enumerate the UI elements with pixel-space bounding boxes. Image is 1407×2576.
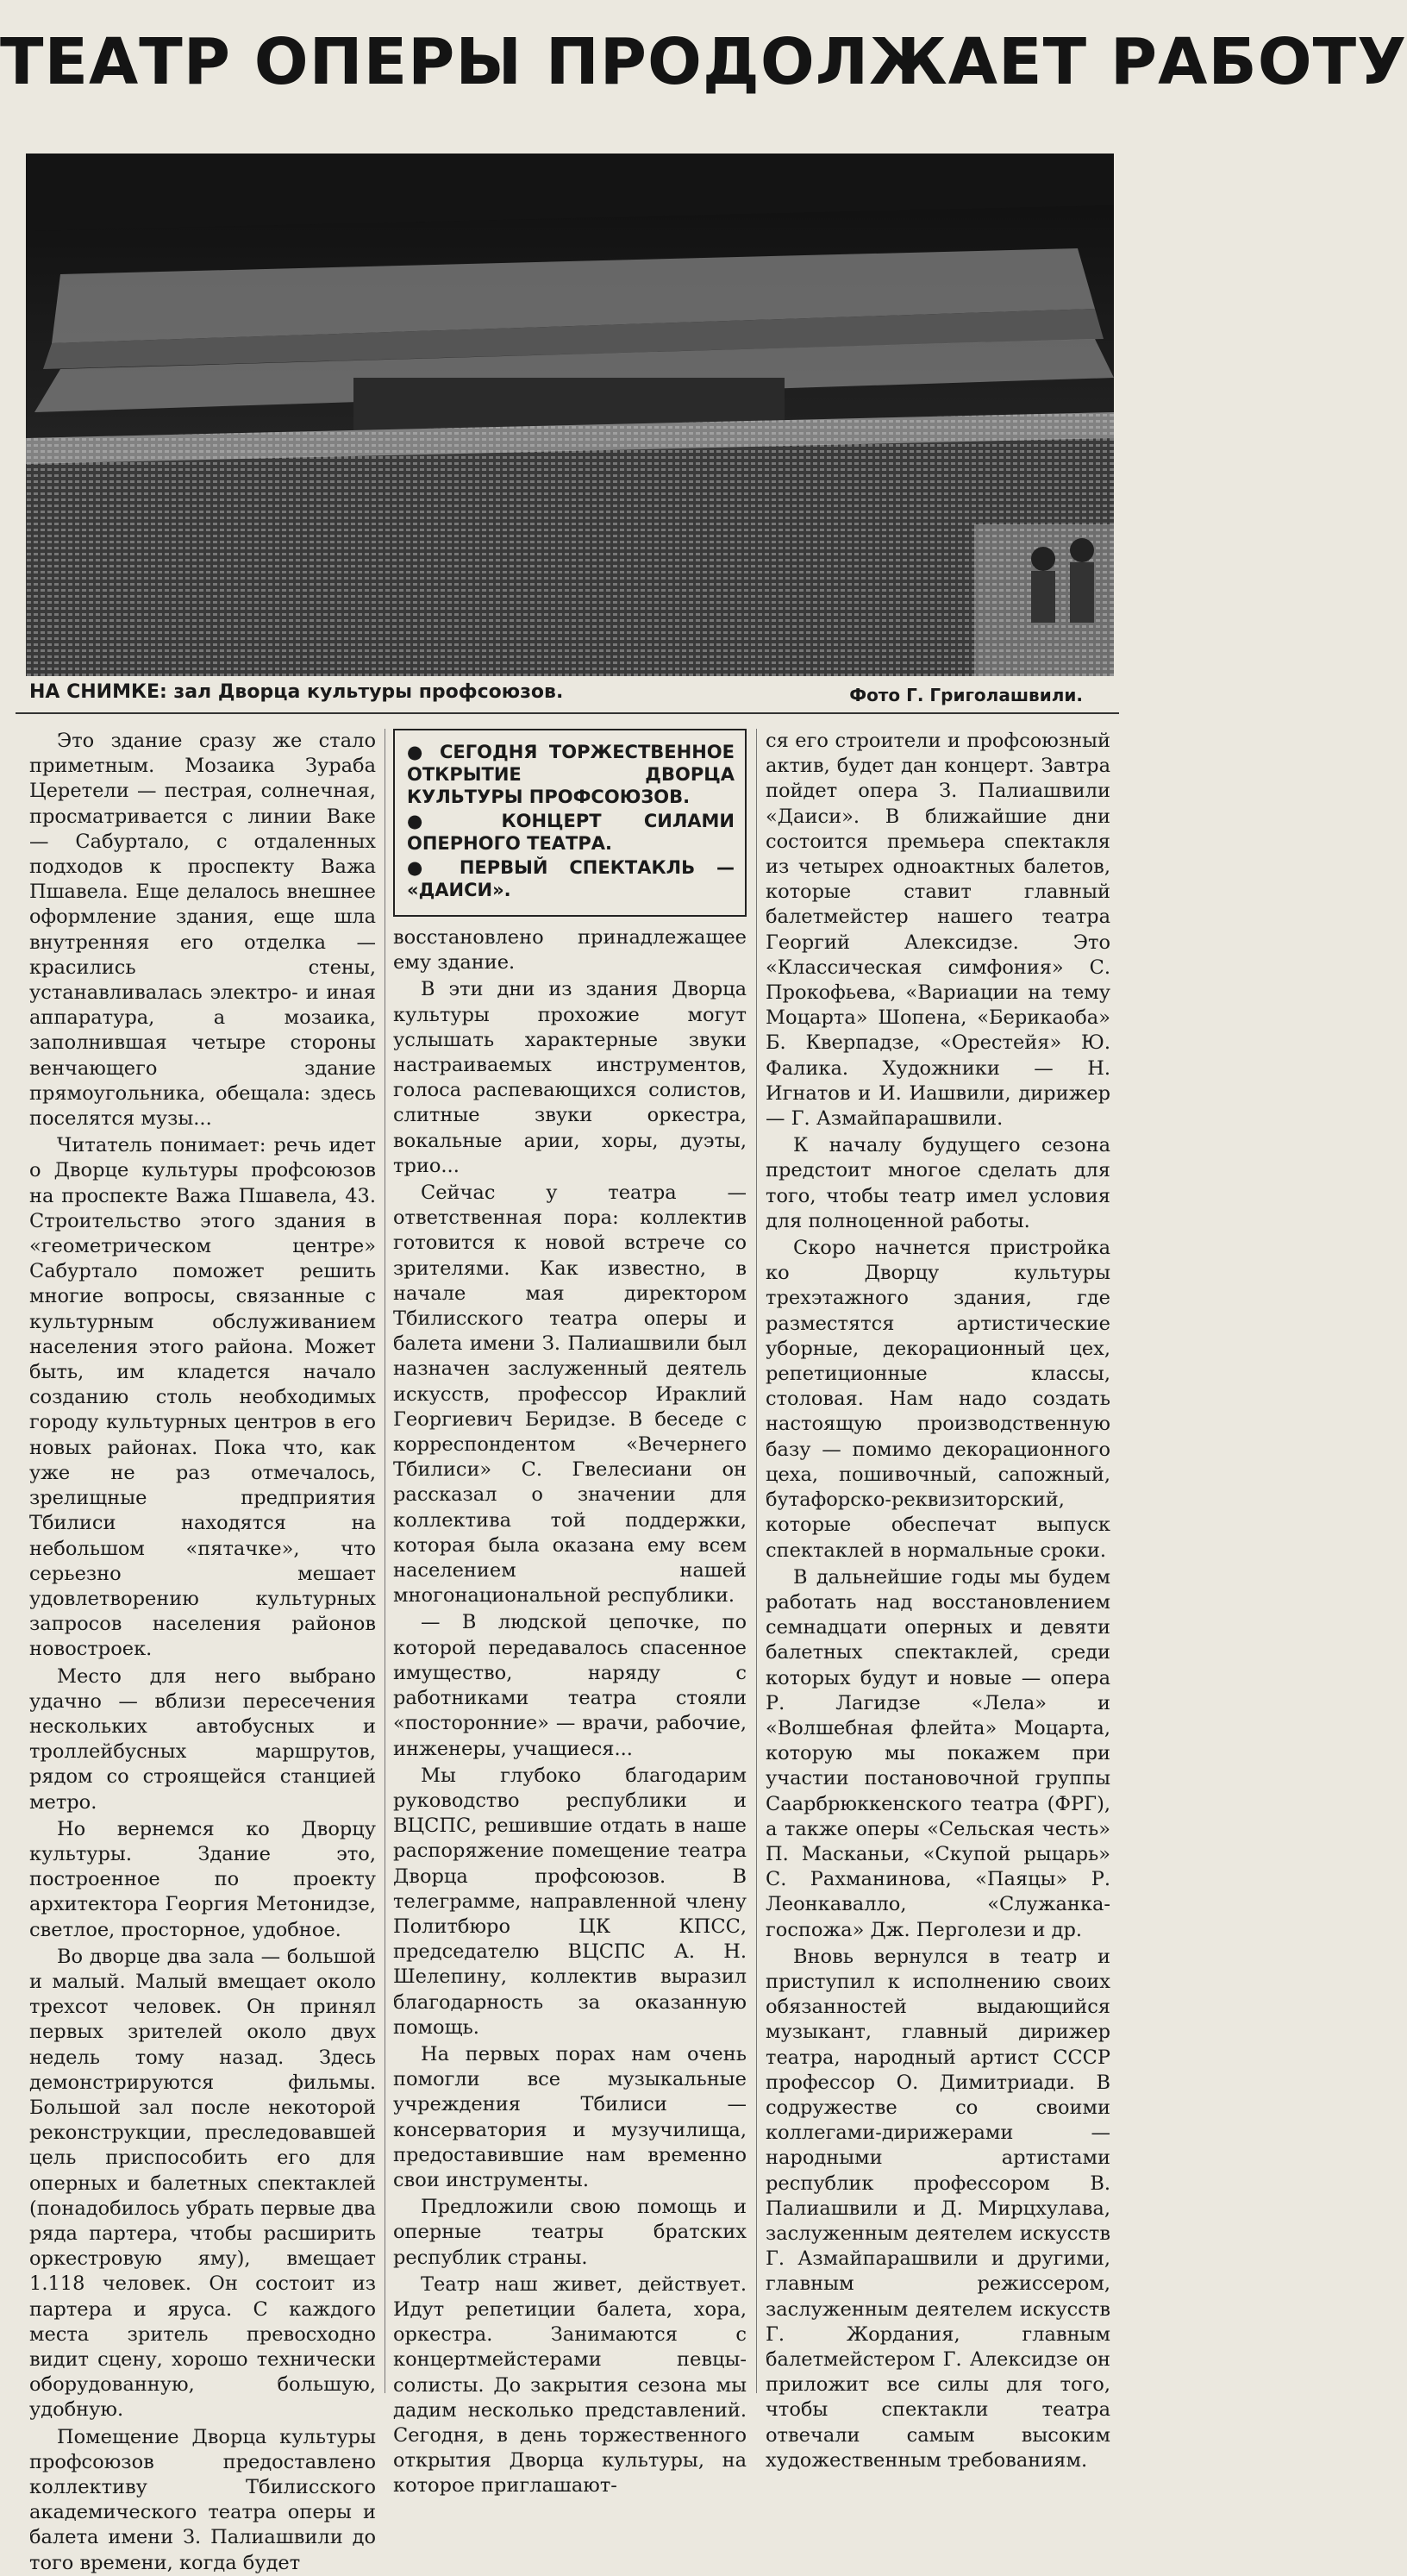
auditorium-photo (26, 154, 1114, 676)
paragraph: Это здание сразу же стало приметным. Мозаика Зураба Церетели — пестрая, солнечная, просматривается с линии Ваке — Сабуртало, с отдаленных подходов к проспекту Важа Пшавела. Еще делалось внешнее оформление здания, еще шла внутренняя его отделка — красились стены, устанавливалась электро- и иная аппаратура, а мозаика, заполнившая четыре стороны венчающего здание прямоугольника, обещала: здесь поселятся музы... (29, 730, 376, 1131)
article-column-1 (29, 729, 376, 2574)
photo-caption: НА СНИМКЕ: зал Дворца культуры профсоюзов. (29, 681, 564, 703)
highlight-item: ● СЕГОДНЯ ТОРЖЕСТВЕННОЕ ОТКРЫТИЕ ДВОРЦА КУЛЬТУРЫ ПРОФСОЮЗОВ. (407, 742, 735, 807)
article-column-3 (766, 729, 1110, 2472)
paragraph: восстановлено принадлежащее ему здание. (393, 926, 747, 975)
highlight-item: ● ПЕРВЫЙ СПЕКТАКЛЬ — «ДАИСИ». (407, 857, 735, 900)
paragraph: Помещение Дворца культуры профсоюзов предоставлено коллективу Тбилисского академического театра оперы и балета имени З. Палиашвили до того времени, когда будет (29, 2425, 376, 2574)
paragraph: Но вернемся ко Дворцу культуры. Здание это, построенное по проекту архитектора Георгия Метонидзе, светлое, просторное, удобное. (29, 1817, 376, 1941)
paragraph: — В людской цепочке, по которой передавалось спасенное имущество, наряду с работниками театра стояли «посторонние» — врачи, рабочие, инженеры, учащиеся... (393, 1611, 747, 1760)
paragraph: Мы глубоко благодарим руководство республики и ВЦСПС, решившие отдать в наше распоряжение помещение театра Дворца профсоюзов. В телеграмме, направленной члену Политбюро ЦК КПСС, председателю ВЦСПС А. Н. Шелепину, коллектив выразил благодарность за оказанную помощь. (393, 1764, 747, 2039)
article-column-2 (393, 729, 747, 2498)
auditorium-illustration (26, 154, 1114, 676)
paragraph: ся его строители и профсоюзный актив, будет дан концерт. Завтра пойдет опера З. Палиашвили «Даиси». В ближайшие дни состоится премьера спектакля из четырех одноактных балетов, которые ставит главный балетмейстер нашего театра Георгий Алексидзе. Это «Классическая симфония» С. Прокофьева, «Вариации на тему Моцарта» Шопена, «Берикаоба» Б. Кверпадзе, «Орестейя» Ю. Фалика. Художники — Н. Игнатов и И. Иашвили, дирижер — Г. Азмайпарашвили. (766, 730, 1110, 1131)
paragraph: Скоро начнется пристройка ко Дворцу культуры трехэтажного здания, где разместятся артистические уборные, декорационный цех, репетиционные классы, столовая. Нам надо создать настоящую производственную базу — помимо декорационного цеха, пошивочный, сапожный, бутафорско-реквизиторский, которые обеспечат выпуск спектаклей в нормальные сроки. (766, 1237, 1110, 1562)
paragraph: Театр наш живет, действует. Идут репетиции балета, хора, оркестра. Занимаются с концертмейстерами певцы-солисты. До закрытия сезона мы дадим несколько представлений. Сегодня, в день торжественного открытия Дворца культуры, на которое приглашают- (393, 2272, 747, 2498)
paragraph: К началу будущего сезона предстоит многое сделать для того, чтобы театр имел условия для полноценной работы. (766, 1134, 1110, 1232)
paragraph: Вновь вернулся в театр и приступил к исполнению своих обязанностей выдающийся музыкант, главный дирижер театра, народный артист СССР профессор О. Димитриади. В содружестве со своими коллегами-дирижерами — народными артистами республик профессором В. Палиашвили и Д. Мирцхулава, заслуженным деятелем искусств Г. Азмайпарашвили и другими, главным режиссером, заслуженным деятелем искусств Г. Жордания, главным балетмейстером Г. Алексидзе он приложит все силы для того, чтобы спектакли театра отвечали самым высоким художественным требованиям. (766, 1945, 1110, 2472)
paragraph: Сейчас у театра — ответственная пора: коллектив готовится к новой встрече со зрителями. Как известно, в начале мая директором Тбилисского театра оперы и балета имени З. Палиашвили был назначен заслуженный деятель искусств, профессор Ираклий Георгиевич Беридзе. В беседе с корреспондентом «Вечернего Тбилиси» С. Гвелесиани он рассказал о значении для коллектива той поддержки, которая была оказана ему всем населением нашей многонациональной республики. (393, 1181, 747, 1608)
column-divider (756, 729, 757, 2393)
paragraph: Место для него выбрано удачно — вблизи пересечения нескольких автобусных и троллейбусных маршрутов, рядом со строящейся станцией метро. (29, 1664, 376, 1814)
paragraph: Читатель понимает: речь идет о Дворце культуры профсоюзов на проспекте Важа Пшавела, 43. Строительство этого здания в «геометрическом центре» Сабуртало поможет решить многие вопросы, связанные с культурным обслуживанием населения этого района. Может быть, им кладется начало созданию столь необходимых городу культурных центров в его новых районах. Пока что, как уже не раз отмечалось, зрелищные предприятия Тбилиси находятся на небольшом «пятачке», что серьезно мешает удовлетворению культурных запросов населения районов новостроек. (29, 1134, 376, 1661)
caption-divider (16, 712, 1119, 714)
photo-credit: Фото Г. Григолашвили. (849, 685, 1083, 705)
paragraph: В эти дни из здания Дворца культуры прохожие могут услышать характерные звуки настраиваемых инструментов, голоса распевающихся солистов, слитные звуки оркестра, вокальные арии, хоры, дуэты, трио... (393, 978, 747, 1177)
paragraph: Предложили свою помощь и оперные театры братских республик страны. (393, 2196, 747, 2269)
highlight-item: ● КОНЦЕРТ СИЛАМИ ОПЕРНОГО ТЕАТРА. (407, 811, 735, 854)
paragraph: В дальнейшие годы мы будем работать над восстановлением семнадцати оперных и девяти балетных спектаклей, среди которых будут и новые — опера Р. Лагидзе «Лела» и «Волшебная флейта» Моцарта, которую мы покажем при участии постановочной группы Саарбрюккенского театра (ФРГ), а также оперы «Сельская честь» П. Масканьи, «Скупой рыцарь» С. Рахманинова, «Паяцы» Р. Леонкавалло, «Служанка-госпожа» Дж. Перголези и др. (766, 1565, 1110, 1941)
headline: ТЕАТР ОПЕРЫ ПРОДОЛЖАЕТ РАБОТУ (0, 25, 1407, 99)
paragraph: Во дворце два зала — большой и малый. Малый вмещает около трехсот человек. Он принял первых зрителей около двух недель тому назад. Здесь демонстрируются фильмы. Большой зал после некоторой реконструкции, преследовавшей цель приспособить его для оперных и балетных спектаклей (понадобилось убрать первые два ряда партера, чтобы расширить оркестровую яму), вмещает 1.118 человек. Он состоит из партера и яруса. С каждого места зритель превосходно видит сцену, хорошо технически оборудованную, большую, удобную. (29, 1945, 376, 2422)
highlights-box (393, 729, 747, 917)
paragraph: На первых порах нам очень помогли все музыкальные учреждения Тбилиси — консерватория и музучилища, предоставившие нам временно свои инструменты. (393, 2042, 747, 2191)
